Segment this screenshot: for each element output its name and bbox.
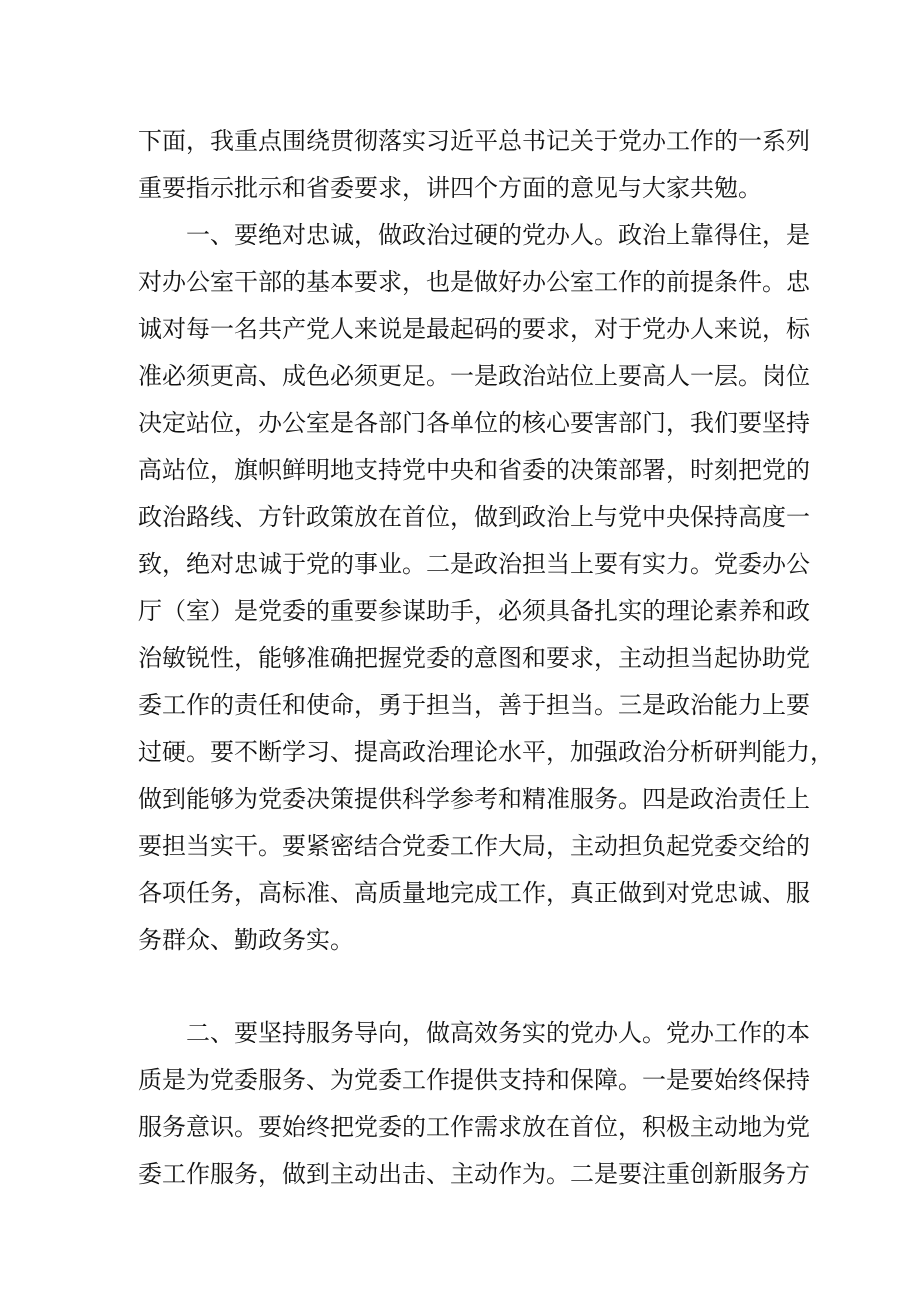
text-line: 准必须更高、成色必须更足。一是政治站位上要高人一层。岗位	[138, 362, 810, 390]
text-line: 各项任务，高标准、高质量地完成工作，真正做到对党忠诚、服	[138, 879, 810, 907]
text-line: 厅（室）是党委的重要参谋助手，必须具备扎实的理论素养和政	[138, 597, 810, 625]
text-line: 诚对每一名共产党人来说是最起码的要求，对于党办人来说，标	[138, 315, 810, 343]
text-line: 委工作的责任和使命，勇于担当，善于担当。三是政治能力上要	[138, 691, 810, 719]
text-line: 下面，我重点围绕贯彻落实习近平总书记关于党办工作的一系列	[138, 127, 810, 155]
text-line: 重要指示批示和省委要求，讲四个方面的意见与大家共勉。	[138, 174, 762, 202]
text-line: 政治路线、方针政策放在首位，做到政治上与党中央保持高度一	[138, 503, 810, 531]
text-line: 过硬。要不断学习、提高政治理论水平，加强政治分析研判能力，	[138, 738, 834, 766]
paragraph-intro	[138, 118, 810, 212]
text-line: 要担当实干。要紧密结合党委工作大局，主动担负起党委交给的	[138, 832, 810, 860]
text-line: 高站位，旗帜鲜明地支持党中央和省委的决策部署，时刻把党的	[138, 456, 810, 484]
text-line: 决定站位，办公室是各部门各单位的核心要害部门，我们要坚持	[138, 409, 810, 437]
text-line: 致，绝对忠诚于党的事业。二是政治担当上要有实力。党委办公	[138, 550, 810, 578]
text-line: 做到能够为党委决策提供科学参考和精准服务。四是政治责任上	[138, 785, 810, 813]
paragraph-loyalty	[138, 212, 834, 964]
text-line: 治敏锐性，能够准确把握党委的意图和要求，主动担当起协助党	[138, 644, 810, 672]
paragraph-service	[138, 1010, 810, 1198]
document-body	[138, 118, 834, 1198]
text-line: 二、要坚持服务导向，做高效务实的党办人。党办工作的本	[186, 1019, 810, 1047]
text-line: 一、要绝对忠诚，做政治过硬的党办人。政治上靠得住，是	[186, 221, 810, 249]
text-line: 对办公室干部的基本要求，也是做好办公室工作的前提条件。忠	[138, 268, 810, 296]
text-line: 服务意识。要始终把党委的工作需求放在首位，积极主动地为党	[138, 1113, 810, 1141]
text-line: 委工作服务，做到主动出击、主动作为。二是要注重创新服务方	[138, 1160, 810, 1188]
paragraph-gap	[138, 964, 798, 1010]
text-line: 务群众、勤政务实。	[138, 926, 354, 954]
text-line: 质是为党委服务、为党委工作提供支持和保障。一是要始终保持	[138, 1066, 810, 1094]
